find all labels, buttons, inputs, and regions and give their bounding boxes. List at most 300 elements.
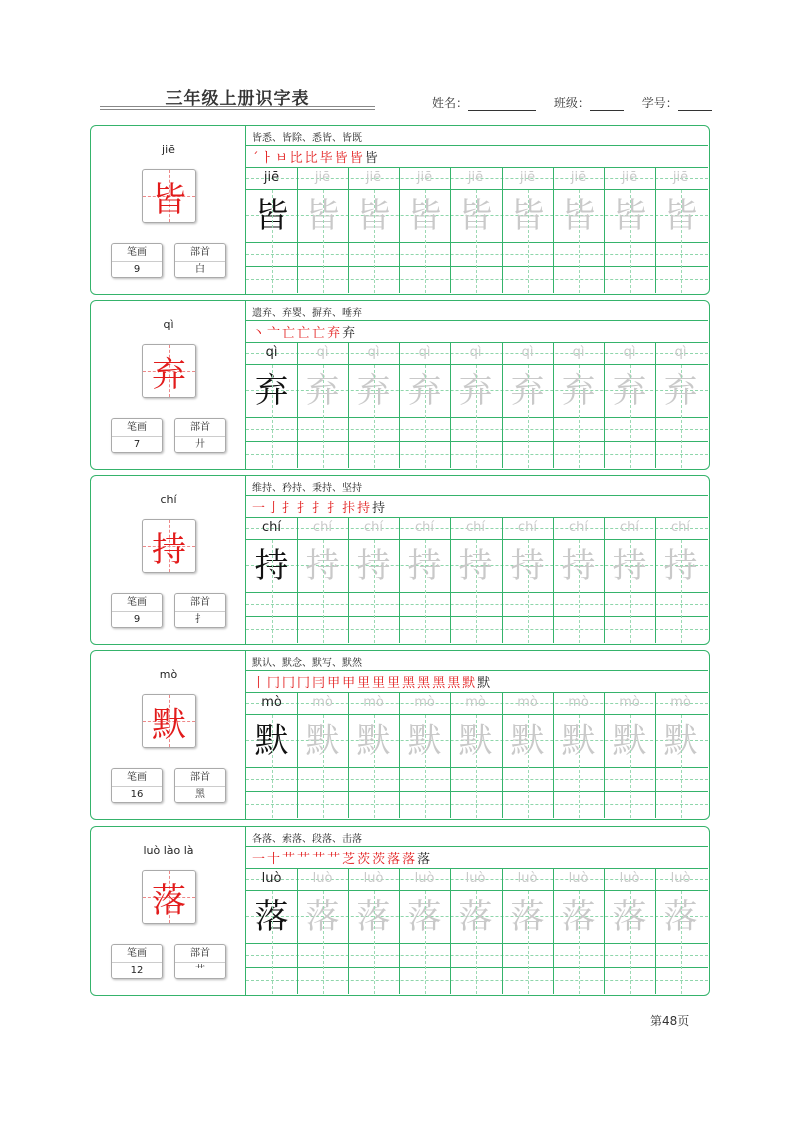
cell-center-guide [681, 540, 682, 643]
cell-divider [553, 168, 554, 293]
practice-cell[interactable] [450, 693, 501, 818]
cell-pinyin: chí [671, 520, 690, 535]
cell-pinyin: jiē [672, 170, 689, 185]
stroke-step: 冂 [282, 676, 296, 691]
cell-divider [348, 518, 349, 643]
character-display-box [142, 870, 196, 924]
cell-pinyin: qì [521, 345, 534, 360]
practice-cell[interactable] [604, 693, 655, 818]
cell-character: 弃 [561, 371, 596, 411]
id-blank[interactable] [678, 98, 712, 111]
cell-center-guide [425, 540, 426, 643]
stroke-step: 扌 [312, 501, 326, 516]
cell-center-guide [425, 715, 426, 818]
practice-cell[interactable] [553, 693, 604, 818]
cell-pinyin: chí [415, 520, 434, 535]
cell-character: 皆 [254, 196, 289, 236]
cell-center-guide [579, 190, 580, 293]
stroke-step: 默 [462, 676, 476, 691]
practice-cell[interactable] [348, 168, 399, 293]
practice-cell[interactable] [502, 869, 553, 994]
cell-character: 默 [510, 721, 545, 761]
stroke-step: 甲 [327, 676, 341, 691]
stroke-step: 持 [357, 501, 371, 516]
stroke-count-box [111, 418, 163, 453]
cell-center-guide [374, 365, 375, 468]
stroke-step: 亠 [267, 326, 281, 341]
cell-character: 皆 [407, 196, 442, 236]
character-info-panel [91, 651, 246, 819]
stroke-step: 亡 [312, 326, 326, 341]
stroke-step: 扌 [327, 501, 341, 516]
stroke-count-box [111, 944, 163, 979]
stroke-count-value: 12 [130, 965, 144, 976]
stroke-step: 丶 [252, 326, 266, 341]
cell-pinyin: qì [469, 345, 482, 360]
stroke-step: 里 [357, 676, 371, 691]
cell-divider [553, 518, 554, 643]
radical-value: 白 [195, 264, 205, 275]
stroke-step: ˊ [252, 151, 259, 166]
cell-character: 皆 [305, 196, 340, 236]
cell-character: 落 [612, 897, 647, 937]
practice-cell[interactable] [655, 343, 706, 468]
cell-pinyin: qì [418, 345, 431, 360]
cell-divider [604, 693, 605, 818]
stroke-count-value: 9 [133, 614, 141, 625]
practice-cell[interactable] [655, 869, 706, 994]
cell-character: 持 [305, 546, 340, 586]
character-display-box [142, 169, 196, 223]
cell-pinyin: qì [367, 345, 380, 360]
stroke-order [252, 322, 357, 340]
stroke-step: 落 [417, 852, 431, 867]
title-underline-second [100, 109, 375, 110]
stroke-step: 亅 [267, 501, 281, 516]
practice-cell[interactable] [348, 693, 399, 818]
cell-divider [502, 518, 503, 643]
cell-pinyin: luò [363, 871, 384, 886]
radical-box [174, 944, 226, 979]
grid-line [246, 145, 708, 146]
practice-cell[interactable] [604, 343, 655, 468]
cell-character: 弃 [458, 371, 493, 411]
cell-character: 弃 [305, 371, 340, 411]
character-info-panel [91, 827, 246, 995]
cell-center-guide [630, 891, 631, 994]
cell-character: 皆 [510, 196, 545, 236]
stroke-count-value: 7 [133, 439, 141, 450]
class-blank[interactable] [590, 98, 624, 111]
cell-pinyin: mò [670, 695, 691, 710]
cell-divider [297, 518, 298, 643]
cell-character: 弃 [254, 371, 289, 411]
grid-line [246, 320, 708, 321]
cell-character: 持 [458, 546, 493, 586]
cell-character: 持 [612, 546, 647, 586]
character-info-panel [91, 126, 246, 294]
cell-center-guide [681, 365, 682, 468]
character-card [90, 475, 710, 645]
cell-divider [297, 693, 298, 818]
stroke-step: ㅂ [275, 151, 288, 166]
character-card [90, 125, 710, 295]
cell-character: 落 [305, 897, 340, 937]
cell-divider [604, 343, 605, 468]
practice-cell[interactable] [399, 869, 450, 994]
cell-divider [450, 168, 451, 293]
grid-line [246, 495, 708, 496]
practice-cell[interactable] [399, 518, 450, 643]
name-blank[interactable] [468, 98, 536, 111]
stroke-step: 黑 [432, 676, 446, 691]
stroke-step: 皆 [364, 151, 378, 166]
cell-character: 弃 [356, 371, 391, 411]
cell-divider [450, 343, 451, 468]
character-pinyin: chí [160, 493, 177, 506]
stroke-step: 毕 [319, 151, 333, 166]
cell-pinyin: qì [316, 345, 329, 360]
radical-label: 部首 [175, 945, 225, 963]
cell-character: 持 [663, 546, 698, 586]
stroke-step: 黑 [402, 676, 416, 691]
cell-center-guide [374, 540, 375, 643]
cell-character: 弃 [407, 371, 442, 411]
practice-cell[interactable] [553, 168, 604, 293]
cell-divider [553, 869, 554, 994]
practice-cell[interactable] [246, 343, 297, 468]
cell-pinyin: luò [465, 871, 486, 886]
character-pinyin: mò [159, 668, 178, 681]
stroke-step: 比 [304, 151, 318, 166]
character-glyph: 默 [152, 704, 186, 745]
stroke-step: 茨 [372, 852, 386, 867]
stroke-order [252, 147, 380, 165]
stroke-step: 扌 [297, 501, 311, 516]
cell-center-guide [476, 715, 477, 818]
practice-cell[interactable] [297, 869, 348, 994]
character-display-box [142, 344, 196, 398]
cell-divider [450, 869, 451, 994]
practice-cell[interactable] [246, 693, 297, 818]
practice-cell[interactable] [604, 168, 655, 293]
cell-center-guide [528, 365, 529, 468]
cell-pinyin: qì [623, 345, 636, 360]
cell-pinyin: jiē [621, 170, 638, 185]
cell-character: 落 [407, 897, 442, 937]
stroke-step: 持 [372, 501, 386, 516]
cell-character: 持 [356, 546, 391, 586]
stroke-step: 弃 [342, 326, 356, 341]
cell-center-guide [630, 540, 631, 643]
cell-center-guide [579, 365, 580, 468]
practice-cell[interactable] [297, 693, 348, 818]
character-pinyin: luò lào là [143, 844, 194, 857]
practice-cell[interactable] [450, 343, 501, 468]
cell-divider [399, 343, 400, 468]
cell-pinyin: chí [313, 520, 332, 535]
cell-pinyin: chí [620, 520, 639, 535]
cell-center-guide [476, 891, 477, 994]
cell-divider [502, 869, 503, 994]
cell-divider [502, 343, 503, 468]
stroke-step: 艹 [282, 852, 296, 867]
cell-character: 落 [561, 897, 596, 937]
cell-pinyin: chí [518, 520, 537, 535]
cell-divider [348, 343, 349, 468]
cell-character: 弃 [510, 371, 545, 411]
cell-center-guide [528, 190, 529, 293]
character-card [90, 826, 710, 996]
cell-divider [502, 693, 503, 818]
cell-character: 落 [458, 897, 493, 937]
cell-pinyin: luò [414, 871, 435, 886]
cell-character: 弃 [612, 371, 647, 411]
stroke-count-box [111, 243, 163, 278]
cell-center-guide [425, 891, 426, 994]
practice-cell[interactable] [450, 168, 501, 293]
cell-pinyin: luò [312, 871, 333, 886]
practice-cell[interactable] [246, 168, 297, 293]
stroke-count-label: 笔画 [112, 419, 162, 437]
cell-character: 皆 [612, 196, 647, 236]
cell-divider [399, 869, 400, 994]
cell-character: 弃 [663, 371, 698, 411]
class-label: 班级： [553, 96, 590, 110]
radical-value: 艹 [195, 965, 205, 976]
radical-label: 部首 [175, 244, 225, 262]
practice-cell[interactable] [502, 168, 553, 293]
stroke-step: 艹 [312, 852, 326, 867]
stroke-step: 芝 [342, 852, 356, 867]
cell-pinyin: mò [465, 695, 486, 710]
radical-value: 廾 [195, 439, 205, 450]
character-glyph: 落 [152, 880, 186, 921]
cell-divider [399, 168, 400, 293]
cell-center-guide [579, 891, 580, 994]
cell-character: 皆 [561, 196, 596, 236]
cell-character: 皆 [356, 196, 391, 236]
cell-center-guide [528, 715, 529, 818]
character-pinyin: qì [163, 318, 174, 331]
practice-cell[interactable] [450, 518, 501, 643]
practice-cell[interactable] [553, 869, 604, 994]
stroke-count-value: 9 [133, 264, 141, 275]
cell-center-guide [630, 715, 631, 818]
stroke-step: 落 [402, 852, 416, 867]
stroke-step: 皆 [349, 151, 363, 166]
cell-divider [604, 869, 605, 994]
cell-center-guide [272, 365, 273, 468]
cell-character: 皆 [663, 196, 698, 236]
stroke-step: 里 [387, 676, 401, 691]
practice-cell[interactable] [348, 518, 399, 643]
grid-line [246, 670, 708, 671]
cell-divider [604, 518, 605, 643]
cell-center-guide [630, 365, 631, 468]
cell-pinyin: qì [674, 345, 687, 360]
cell-pinyin: luò [619, 871, 640, 886]
practice-cell[interactable] [553, 343, 604, 468]
stroke-step: 亡 [297, 326, 311, 341]
radical-value: 黑 [195, 789, 205, 800]
cell-center-guide [323, 365, 324, 468]
character-info-panel [91, 301, 246, 469]
stroke-step: 皆 [334, 151, 348, 166]
cell-divider [348, 693, 349, 818]
cell-character: 默 [254, 721, 289, 761]
stroke-step: 弃 [327, 326, 341, 341]
practice-cell[interactable] [399, 168, 450, 293]
practice-cell[interactable] [604, 518, 655, 643]
practice-cell[interactable] [297, 518, 348, 643]
cell-divider [399, 518, 400, 643]
cell-center-guide [272, 540, 273, 643]
practice-cell[interactable] [655, 693, 706, 818]
cell-pinyin: jiē [314, 170, 331, 185]
cell-character: 默 [612, 721, 647, 761]
cell-pinyin: jiē [467, 170, 484, 185]
cell-pinyin: chí [262, 520, 281, 535]
practice-cell[interactable] [246, 869, 297, 994]
cell-center-guide [323, 891, 324, 994]
cell-center-guide [579, 715, 580, 818]
cell-center-guide [579, 540, 580, 643]
stroke-count-label: 笔画 [112, 945, 162, 963]
practice-cell[interactable] [246, 518, 297, 643]
practice-cell[interactable] [297, 168, 348, 293]
stroke-step: 落 [387, 852, 401, 867]
cell-pinyin: qì [572, 345, 585, 360]
cell-pinyin: mò [414, 695, 435, 710]
cell-divider [450, 518, 451, 643]
cell-center-guide [528, 891, 529, 994]
cell-character: 默 [356, 721, 391, 761]
practice-cell[interactable] [399, 343, 450, 468]
cell-character: 落 [254, 897, 289, 937]
practice-cell[interactable] [450, 869, 501, 994]
radical-label: 部首 [175, 594, 225, 612]
page-header [0, 0, 800, 120]
cell-center-guide [476, 540, 477, 643]
cell-divider [297, 343, 298, 468]
cell-center-guide [630, 190, 631, 293]
cell-center-guide [681, 715, 682, 818]
cell-divider [399, 693, 400, 818]
practice-cell[interactable] [348, 869, 399, 994]
student-info-fields [432, 94, 712, 111]
cell-divider [297, 168, 298, 293]
practice-grid [246, 827, 708, 995]
practice-cell[interactable] [297, 343, 348, 468]
cell-divider [348, 168, 349, 293]
character-display-box [142, 694, 196, 748]
example-words: 维持、矜持、秉持、坚持 [252, 483, 362, 494]
cell-character: 落 [663, 897, 698, 937]
cell-pinyin: mò [619, 695, 640, 710]
cell-pinyin: mò [517, 695, 538, 710]
stroke-step: 黒 [447, 676, 461, 691]
cell-pinyin: jiē [570, 170, 587, 185]
stroke-step: 一 [252, 501, 266, 516]
practice-cell[interactable] [502, 693, 553, 818]
page-number: 第48页 [650, 1014, 690, 1028]
stroke-count-label: 笔画 [112, 594, 162, 612]
radical-box [174, 593, 226, 628]
cell-pinyin: jiē [365, 170, 382, 185]
radical-box [174, 243, 226, 278]
cell-divider [553, 343, 554, 468]
stroke-step: 冂 [297, 676, 311, 691]
cell-character: 落 [510, 897, 545, 937]
character-card [90, 300, 710, 470]
cell-character: 默 [305, 721, 340, 761]
radical-value: 扌 [195, 614, 205, 625]
cell-pinyin: chí [364, 520, 383, 535]
practice-cell[interactable] [348, 343, 399, 468]
practice-cell[interactable] [655, 168, 706, 293]
practice-cell[interactable] [502, 518, 553, 643]
cell-pinyin: chí [466, 520, 485, 535]
cell-character: 默 [407, 721, 442, 761]
stroke-step: 黑 [417, 676, 431, 691]
cell-pinyin: luò [261, 871, 282, 886]
cell-character: 持 [510, 546, 545, 586]
cell-center-guide [323, 715, 324, 818]
stroke-step: 默 [477, 676, 491, 691]
example-words: 默认、默念、默写、默然 [252, 658, 362, 669]
stroke-step: 里 [372, 676, 386, 691]
cell-pinyin: luò [670, 871, 691, 886]
cell-character: 持 [254, 546, 289, 586]
cell-character: 持 [561, 546, 596, 586]
cell-pinyin: jiē [519, 170, 536, 185]
cell-divider [655, 693, 656, 818]
cell-center-guide [476, 365, 477, 468]
cell-center-guide [425, 365, 426, 468]
cell-divider [502, 168, 503, 293]
stroke-step: ㅏ [260, 151, 274, 166]
practice-cell[interactable] [399, 693, 450, 818]
practice-cell[interactable] [553, 518, 604, 643]
cell-divider [604, 168, 605, 293]
cell-center-guide [374, 715, 375, 818]
grid-line [246, 846, 708, 847]
stroke-order [252, 672, 492, 690]
example-words: 皆悉、皆除、悉皆、皆既 [252, 133, 362, 144]
practice-grid [246, 301, 708, 469]
stroke-count-box [111, 593, 163, 628]
cell-center-guide [681, 190, 682, 293]
example-words: 各落、索落、段落、击落 [252, 834, 362, 845]
cell-character: 默 [561, 721, 596, 761]
practice-cell[interactable] [604, 869, 655, 994]
stroke-step: 亡 [282, 326, 296, 341]
stroke-step: 冂 [267, 676, 281, 691]
practice-cell[interactable] [655, 518, 706, 643]
cell-center-guide [528, 540, 529, 643]
cell-divider [655, 869, 656, 994]
practice-cell[interactable] [502, 343, 553, 468]
cell-center-guide [374, 891, 375, 994]
title-underline [100, 106, 375, 107]
stroke-step: 艹 [297, 852, 311, 867]
cell-divider [655, 168, 656, 293]
cell-pinyin: mò [363, 695, 384, 710]
practice-grid [246, 126, 708, 294]
cell-character: 默 [663, 721, 698, 761]
stroke-count-value: 16 [130, 789, 144, 800]
